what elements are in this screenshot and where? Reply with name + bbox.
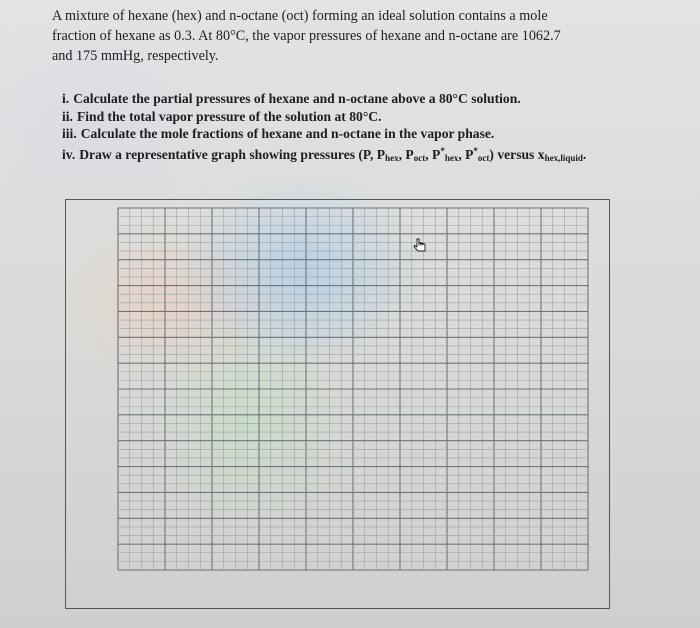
subscript: hex,liquid <box>544 152 583 163</box>
question-text: . <box>582 146 587 162</box>
superscript: * <box>440 145 445 156</box>
intro-line: fraction of hexane as 0.3. At 80°C, the vapor pressures of hexane and n-octane are 1062.7 <box>52 28 561 44</box>
subscript: oct <box>477 152 490 163</box>
question-text: Calculate the mole fractions of hexane and n-octane in the vapor phase. <box>80 126 495 141</box>
question-text: Find the total vapor pressure of the solution at 80°C. <box>76 108 382 124</box>
question-text: , P <box>398 146 414 162</box>
question-text: Draw a representative graph showing pressures (P, P <box>79 146 386 162</box>
question-number: iv. <box>62 146 76 162</box>
intro-line: A mixture of hexane (hex) and n-octane (oct) forming an ideal solution contains a mole <box>52 8 548 24</box>
question-text: , P <box>458 146 474 162</box>
intro-line: and 175 mmHg, respectively. <box>52 48 219 64</box>
subscript: hex <box>385 152 399 163</box>
question-number: ii. <box>62 108 73 124</box>
question-text: Calculate the partial pressures of hexane and n-octane above a 80°C solution. <box>73 91 521 106</box>
question-text: ) versus x <box>489 146 545 162</box>
hand-cursor-icon <box>412 238 428 254</box>
subscript: oct <box>413 152 426 163</box>
subscript: hex <box>444 152 459 163</box>
question-number: iii. <box>62 126 77 141</box>
question-number: i. <box>62 91 70 106</box>
question-text: , P <box>425 146 441 162</box>
superscript: * <box>473 145 478 156</box>
